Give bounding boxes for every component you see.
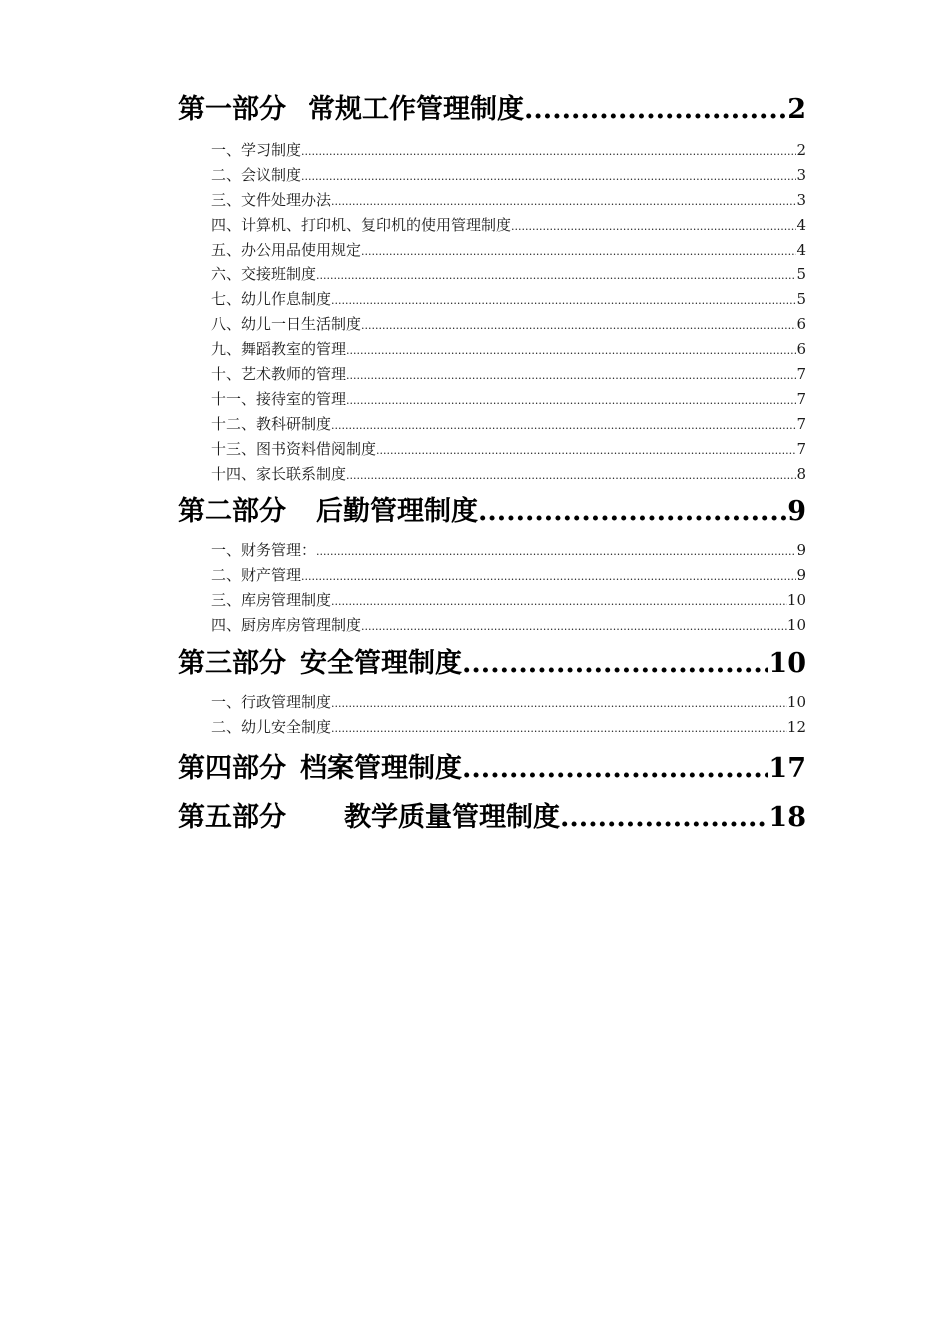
toc-item[interactable]: 四、计算机、打印机、复印机的使用管理制度 ..... 4 xyxy=(211,213,806,238)
dot-leader xyxy=(331,289,796,312)
section-part-label: 第二部分 xyxy=(178,496,286,528)
item-page-number: 2 xyxy=(796,141,806,159)
dot-leader xyxy=(346,364,796,387)
toc-item[interactable]: 十一、接待室的管理 ..... 7 xyxy=(211,387,806,412)
dot-leader xyxy=(316,540,796,563)
toc-section-1[interactable] xyxy=(178,88,806,134)
item-page-number: 10 xyxy=(786,616,806,635)
dot-leader xyxy=(361,615,787,638)
dot-leader xyxy=(560,794,768,842)
dot-leader xyxy=(331,692,787,715)
item-page-number: 5 xyxy=(796,265,806,284)
toc-item[interactable]: 六、交接班制度 ..... 5 xyxy=(211,262,806,287)
toc-section-3[interactable] xyxy=(178,642,806,686)
item-page-number: 3 xyxy=(796,190,806,209)
toc-item[interactable]: 三、文件处理办法 ..... 3 xyxy=(211,188,806,213)
item-page-number: 6 xyxy=(796,340,806,359)
toc-item[interactable]: 八、幼儿一日生活制度 ..... 6 xyxy=(211,312,806,337)
toc-item[interactable]: 二、会议制度 ..... 3 xyxy=(211,163,806,188)
toc-item[interactable]: 一、学习制度 ..... 2 xyxy=(211,138,806,163)
toc-item[interactable]: 七、幼儿作息制度 ..... 5 xyxy=(211,287,806,312)
item-page-number: 4 xyxy=(796,240,806,259)
section-title: 档案管理制度 xyxy=(300,752,462,784)
section-title: 后勤管理制度 xyxy=(316,496,478,528)
toc-section-5[interactable] xyxy=(178,794,806,842)
toc-item[interactable]: 十三、图书资料借阅制度 ..... 7 xyxy=(211,437,806,462)
toc-item[interactable]: 二、财产管理 ..... 9 xyxy=(211,563,806,588)
section-title: 安全管理制度 xyxy=(300,648,462,680)
dot-leader xyxy=(301,140,796,163)
dot-leader xyxy=(478,490,787,534)
dot-leader xyxy=(301,165,796,188)
item-page-number: 7 xyxy=(796,389,806,408)
table-of-contents xyxy=(178,88,806,842)
item-page-number: 9 xyxy=(796,541,806,560)
item-page-number: 9 xyxy=(796,566,806,585)
section-page-number: 9 xyxy=(787,496,806,528)
toc-item[interactable]: 十、艺术教师的管理 ..... 7 xyxy=(211,362,806,387)
dot-leader xyxy=(361,314,796,337)
section-part-label: 第三部分 xyxy=(178,648,286,680)
item-page-number: 12 xyxy=(786,717,806,736)
section-part-label: 第四部分 xyxy=(178,752,286,784)
toc-item[interactable]: 二、幼儿安全制度 ..... 12 xyxy=(211,715,806,740)
toc-item[interactable]: 四、厨房库房管理制度 ..... 10 xyxy=(211,613,806,638)
toc-item[interactable]: 一、财务管理： ..... 9 xyxy=(211,538,806,563)
toc-section-3-items xyxy=(178,686,806,744)
dot-leader xyxy=(346,339,796,362)
item-page-number: 7 xyxy=(796,439,806,458)
section-title: 常规工作管理制度 xyxy=(308,94,524,125)
dot-leader xyxy=(524,88,787,132)
section-page-number: 18 xyxy=(768,801,806,833)
toc-item[interactable]: 五、办公用品使用规定 ..... 4 xyxy=(211,238,806,263)
section-page-number: 17 xyxy=(768,752,806,784)
toc-item[interactable]: 九、舞蹈教室的管理 ..... 6 xyxy=(211,337,806,362)
item-page-number: 10 xyxy=(786,693,806,712)
section-part-label: 第一部分 xyxy=(178,94,286,125)
dot-leader xyxy=(462,744,768,794)
dot-leader xyxy=(316,264,796,287)
toc-item[interactable]: 十二、教科研制度 ..... 7 xyxy=(211,412,806,437)
item-page-number: 4 xyxy=(796,215,806,234)
toc-item[interactable]: 十四、家长联系制度 ..... 8 xyxy=(211,462,806,487)
item-page-number: 8 xyxy=(796,464,806,483)
dot-leader xyxy=(346,389,796,412)
section-title: 教学质量管理制度 xyxy=(344,801,560,833)
toc-section-2[interactable] xyxy=(178,490,806,534)
item-page-number: 5 xyxy=(796,290,806,309)
toc-section-4[interactable] xyxy=(178,744,806,794)
item-page-number: 3 xyxy=(796,165,806,184)
section-page-number: 2 xyxy=(787,94,806,125)
section-page-number: 10 xyxy=(768,648,806,680)
item-page-number: 10 xyxy=(786,591,806,610)
dot-leader xyxy=(361,240,796,263)
item-page-number: 7 xyxy=(796,414,806,433)
dot-leader xyxy=(331,717,787,740)
dot-leader xyxy=(462,642,768,686)
toc-item[interactable]: 三、库房管理制度 ..... 10 xyxy=(211,588,806,613)
item-page-number: 6 xyxy=(796,315,806,334)
item-page-number: 7 xyxy=(796,365,806,384)
dot-leader xyxy=(331,190,796,213)
dot-leader xyxy=(511,215,796,238)
dot-leader xyxy=(376,439,796,462)
toc-section-1-items xyxy=(178,134,806,490)
toc-item[interactable]: 一、行政管理制度 ..... 10 xyxy=(211,690,806,715)
section-part-label: 第五部分 xyxy=(178,801,286,833)
dot-leader xyxy=(301,565,796,588)
dot-leader xyxy=(331,590,787,613)
dot-leader xyxy=(331,414,796,437)
dot-leader xyxy=(346,464,796,487)
toc-section-2-items xyxy=(178,534,806,642)
